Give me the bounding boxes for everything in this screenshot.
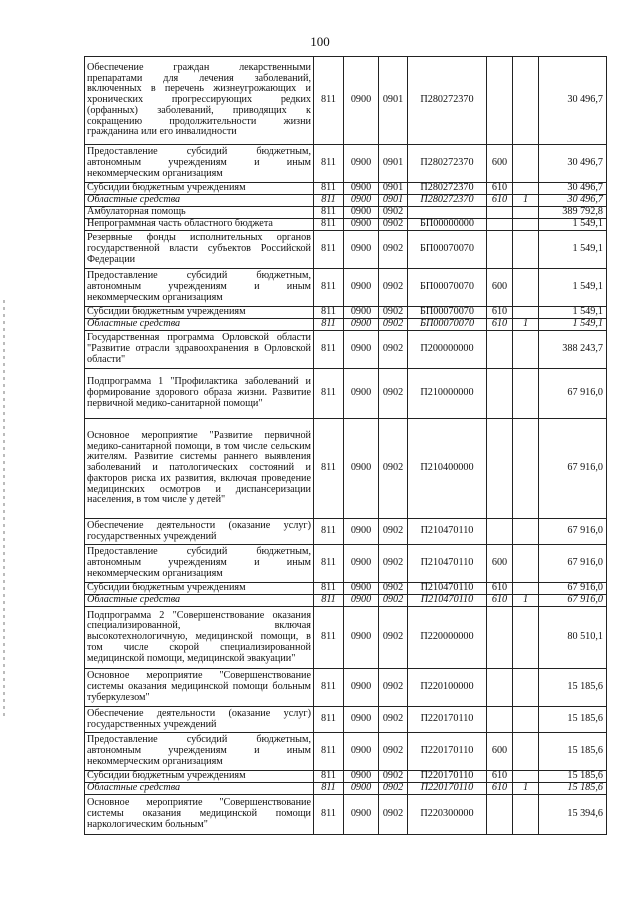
cell-target-article: П220000000 [408, 607, 487, 669]
page-number: 100 [310, 34, 330, 49]
cell-subsection: 0902 [379, 307, 408, 319]
table-row [85, 195, 607, 207]
cell-section: 0900 [344, 545, 379, 583]
cell-name: Подпрограмма 2 "Совершенствование оказания специализированной, включая высокотехнологичную, медицинской помощи, в том числе скорой специализированной медицинской помощи, медицинской эвакуации" [85, 607, 314, 669]
cell-section: 0900 [344, 231, 379, 269]
cell-grbs: 811 [314, 183, 344, 195]
cell-grbs: 811 [314, 607, 344, 669]
cell-funding-source [513, 419, 539, 519]
cell-subsection: 0901 [379, 195, 408, 207]
cell-expense-type: 610 [487, 771, 513, 783]
cell-funding-source [513, 545, 539, 583]
table-row [85, 319, 607, 331]
cell-subsection: 0902 [379, 545, 408, 583]
cell-name: Субсидии бюджетным учреждениям [85, 307, 314, 319]
cell-subsection: 0902 [379, 319, 408, 331]
cell-name: Областные средства [85, 595, 314, 607]
cell-target-article: БП00070070 [408, 319, 487, 331]
cell-funding-source [513, 57, 539, 145]
cell-grbs: 811 [314, 707, 344, 733]
cell-amount: 67 916,0 [539, 369, 607, 419]
cell-funding-source [513, 231, 539, 269]
cell-subsection: 0902 [379, 419, 408, 519]
cell-name: Областные средства [85, 319, 314, 331]
cell-target-article: П280272370 [408, 145, 487, 183]
cell-target-article: П220170110 [408, 771, 487, 783]
cell-funding-source [513, 145, 539, 183]
cell-subsection: 0902 [379, 231, 408, 269]
cell-amount: 67 916,0 [539, 595, 607, 607]
cell-amount: 1 549,1 [539, 219, 607, 231]
cell-subsection: 0902 [379, 795, 408, 835]
table-row [85, 307, 607, 319]
cell-expense-type [487, 669, 513, 707]
cell-subsection: 0901 [379, 57, 408, 145]
cell-grbs: 811 [314, 145, 344, 183]
cell-target-article: П210470110 [408, 545, 487, 583]
cell-grbs: 811 [314, 57, 344, 145]
cell-subsection: 0902 [379, 519, 408, 545]
cell-funding-source: 1 [513, 319, 539, 331]
cell-amount: 15 185,6 [539, 771, 607, 783]
cell-section: 0900 [344, 319, 379, 331]
cell-name: Основное мероприятие "Совершенствование системы оказания медицинской помощи больным туберкулезом" [85, 669, 314, 707]
table-row [85, 57, 607, 145]
cell-name: Обеспечение деятельности (оказание услуг) государственных учреждений [85, 519, 314, 545]
cell-target-article: П210470110 [408, 519, 487, 545]
cell-name: Обеспечение деятельности (оказание услуг) государственных учреждений [85, 707, 314, 733]
table-row [85, 183, 607, 195]
table-row [85, 145, 607, 183]
cell-name: Субсидии бюджетным учреждениям [85, 771, 314, 783]
cell-grbs: 811 [314, 545, 344, 583]
cell-expense-type: 610 [487, 783, 513, 795]
cell-subsection: 0902 [379, 783, 408, 795]
cell-amount: 67 916,0 [539, 419, 607, 519]
cell-subsection: 0902 [379, 733, 408, 771]
cell-amount: 30 496,7 [539, 183, 607, 195]
cell-funding-source: 1 [513, 595, 539, 607]
table-row [85, 545, 607, 583]
cell-section: 0900 [344, 57, 379, 145]
cell-expense-type [487, 219, 513, 231]
cell-expense-type: 600 [487, 269, 513, 307]
table-row [85, 583, 607, 595]
cell-funding-source [513, 583, 539, 595]
cell-funding-source [513, 771, 539, 783]
cell-section: 0900 [344, 369, 379, 419]
table-row [85, 519, 607, 545]
cell-grbs: 811 [314, 269, 344, 307]
cell-subsection: 0902 [379, 219, 408, 231]
cell-name: Предоставление субсидий бюджетным, автономным учреждениям и иным некоммерческим организациям [85, 145, 314, 183]
table-row [85, 783, 607, 795]
cell-grbs: 811 [314, 231, 344, 269]
cell-amount: 15 185,6 [539, 733, 607, 771]
table-row [85, 707, 607, 733]
cell-grbs: 811 [314, 795, 344, 835]
table-row [85, 669, 607, 707]
cell-target-article: БП00070070 [408, 307, 487, 319]
cell-name: Основное мероприятие "Совершенствование системы оказания медицинской помощи наркологическим больным" [85, 795, 314, 835]
cell-grbs: 811 [314, 519, 344, 545]
table-row [85, 219, 607, 231]
cell-section: 0900 [344, 519, 379, 545]
cell-amount: 15 394,6 [539, 795, 607, 835]
cell-funding-source: 1 [513, 195, 539, 207]
cell-name: Государственная программа Орловской области "Развитие отрасли здравоохранения в Орловской области" [85, 331, 314, 369]
cell-grbs: 811 [314, 219, 344, 231]
cell-target-article: П210400000 [408, 419, 487, 519]
cell-subsection: 0902 [379, 771, 408, 783]
budget-table [84, 56, 607, 835]
cell-subsection: 0901 [379, 145, 408, 183]
cell-target-article: П280272370 [408, 183, 487, 195]
cell-section: 0900 [344, 219, 379, 231]
cell-target-article: П220170110 [408, 733, 487, 771]
cell-subsection: 0902 [379, 707, 408, 733]
cell-section: 0900 [344, 771, 379, 783]
table-row [85, 771, 607, 783]
cell-target-article: БП00070070 [408, 231, 487, 269]
cell-amount: 15 185,6 [539, 783, 607, 795]
cell-amount: 30 496,7 [539, 195, 607, 207]
cell-target-article: П220170110 [408, 707, 487, 733]
cell-target-article: П210470110 [408, 583, 487, 595]
cell-target-article: П210000000 [408, 369, 487, 419]
cell-expense-type [487, 369, 513, 419]
table-row [85, 231, 607, 269]
cell-section: 0900 [344, 145, 379, 183]
cell-target-article: П220100000 [408, 669, 487, 707]
cell-grbs: 811 [314, 207, 344, 219]
cell-amount: 67 916,0 [539, 545, 607, 583]
cell-funding-source [513, 519, 539, 545]
cell-funding-source: 1 [513, 783, 539, 795]
cell-expense-type: 610 [487, 183, 513, 195]
cell-amount: 388 243,7 [539, 331, 607, 369]
cell-section: 0900 [344, 783, 379, 795]
cell-amount: 1 549,1 [539, 231, 607, 269]
cell-target-article [408, 207, 487, 219]
cell-subsection: 0902 [379, 595, 408, 607]
cell-subsection: 0902 [379, 331, 408, 369]
cell-expense-type: 610 [487, 595, 513, 607]
cell-section: 0900 [344, 733, 379, 771]
cell-section: 0900 [344, 583, 379, 595]
cell-name: Подпрограмма 1 "Профилактика заболеваний и формирование здорового образа жизни. Развитие первичной медико-санитарной помощи" [85, 369, 314, 419]
cell-expense-type [487, 207, 513, 219]
cell-subsection: 0902 [379, 369, 408, 419]
cell-subsection: 0902 [379, 607, 408, 669]
cell-target-article: П200000000 [408, 331, 487, 369]
table-row [85, 331, 607, 369]
cell-amount: 1 549,1 [539, 307, 607, 319]
cell-expense-type [487, 331, 513, 369]
cell-section: 0900 [344, 607, 379, 669]
cell-amount: 1 549,1 [539, 319, 607, 331]
cell-amount: 30 496,7 [539, 57, 607, 145]
cell-amount: 80 510,1 [539, 607, 607, 669]
cell-expense-type: 600 [487, 545, 513, 583]
cell-expense-type [487, 419, 513, 519]
cell-grbs: 811 [314, 771, 344, 783]
table-row [85, 369, 607, 419]
cell-target-article: П280272370 [408, 57, 487, 145]
cell-grbs: 811 [314, 195, 344, 207]
cell-name: Основное мероприятие "Развитие первичной медико-санитарной помощи, в том числе сельским жителям. Развитие системы раннего выявления заболеваний и патологических состояний и факторов риска их развития, включая проведение медицинских осмотров и диспансеризации населения, в том числе у детей" [85, 419, 314, 519]
cell-target-article: БП00070070 [408, 269, 487, 307]
cell-expense-type: 610 [487, 319, 513, 331]
cell-target-article: БП00000000 [408, 219, 487, 231]
cell-grbs: 811 [314, 733, 344, 771]
cell-funding-source [513, 795, 539, 835]
cell-name: Предоставление субсидий бюджетным, автономным учреждениям и иным некоммерческим организациям [85, 733, 314, 771]
cell-funding-source [513, 669, 539, 707]
cell-expense-type: 600 [487, 733, 513, 771]
table-row [85, 733, 607, 771]
cell-amount: 389 792,8 [539, 207, 607, 219]
cell-expense-type: 610 [487, 195, 513, 207]
cell-funding-source [513, 733, 539, 771]
cell-name: Амбулаторная помощь [85, 207, 314, 219]
cell-name: Субсидии бюджетным учреждениям [85, 183, 314, 195]
table-body [85, 57, 607, 835]
cell-grbs: 811 [314, 307, 344, 319]
cell-amount: 1 549,1 [539, 269, 607, 307]
cell-section: 0900 [344, 595, 379, 607]
cell-funding-source [513, 207, 539, 219]
cell-name: Предоставление субсидий бюджетным, автономным учреждениям и иным некоммерческим организациям [85, 269, 314, 307]
cell-subsection: 0901 [379, 183, 408, 195]
cell-target-article: П280272370 [408, 195, 487, 207]
cell-grbs: 811 [314, 595, 344, 607]
cell-expense-type: 610 [487, 583, 513, 595]
cell-amount: 15 185,6 [539, 669, 607, 707]
cell-expense-type [487, 707, 513, 733]
cell-name: Областные средства [85, 195, 314, 207]
cell-grbs: 811 [314, 319, 344, 331]
cell-grbs: 811 [314, 783, 344, 795]
cell-name: Обеспечение граждан лекарственными препаратами для лечения заболеваний, включенных в перечень жизнеугрожающих и хронических прогрессирующих редких (орфанных) заболеваний, приводящих к сокращению продолжительности жизни гражданина или его инвалидности [85, 57, 314, 145]
cell-section: 0900 [344, 331, 379, 369]
table-row [85, 795, 607, 835]
cell-funding-source [513, 269, 539, 307]
table-row [85, 269, 607, 307]
cell-funding-source [513, 707, 539, 733]
cell-expense-type [487, 607, 513, 669]
cell-grbs: 811 [314, 583, 344, 595]
table-row [85, 207, 607, 219]
cell-funding-source [513, 369, 539, 419]
cell-expense-type [487, 795, 513, 835]
cell-section: 0900 [344, 707, 379, 733]
cell-subsection: 0902 [379, 207, 408, 219]
cell-grbs: 811 [314, 419, 344, 519]
table-row [85, 595, 607, 607]
cell-amount: 30 496,7 [539, 145, 607, 183]
cell-section: 0900 [344, 419, 379, 519]
cell-section: 0900 [344, 183, 379, 195]
cell-name: Непрограммная часть областного бюджета [85, 219, 314, 231]
table-row [85, 607, 607, 669]
cell-funding-source [513, 219, 539, 231]
cell-amount: 67 916,0 [539, 583, 607, 595]
table-row [85, 419, 607, 519]
cell-funding-source [513, 331, 539, 369]
cell-section: 0900 [344, 669, 379, 707]
cell-subsection: 0902 [379, 269, 408, 307]
cell-target-article: П220300000 [408, 795, 487, 835]
cell-amount: 67 916,0 [539, 519, 607, 545]
cell-expense-type [487, 519, 513, 545]
cell-expense-type: 610 [487, 307, 513, 319]
cell-grbs: 811 [314, 331, 344, 369]
cell-funding-source [513, 307, 539, 319]
cell-name: Предоставление субсидий бюджетным, автономным учреждениям и иным некоммерческим организациям [85, 545, 314, 583]
cell-name: Резервные фонды исполнительных органов государственной власти субъектов Российской Федерации [85, 231, 314, 269]
cell-name: Субсидии бюджетным учреждениям [85, 583, 314, 595]
cell-section: 0900 [344, 307, 379, 319]
cell-grbs: 811 [314, 669, 344, 707]
cell-subsection: 0902 [379, 669, 408, 707]
cell-funding-source [513, 607, 539, 669]
cell-amount: 15 185,6 [539, 707, 607, 733]
cell-target-article: П210470110 [408, 595, 487, 607]
cell-target-article: П220170110 [408, 783, 487, 795]
cell-funding-source [513, 183, 539, 195]
cell-grbs: 811 [314, 369, 344, 419]
cell-section: 0900 [344, 269, 379, 307]
cell-name: Областные средства [85, 783, 314, 795]
cell-expense-type [487, 57, 513, 145]
cell-subsection: 0902 [379, 583, 408, 595]
cell-expense-type [487, 231, 513, 269]
cell-section: 0900 [344, 795, 379, 835]
cell-expense-type: 600 [487, 145, 513, 183]
cell-section: 0900 [344, 207, 379, 219]
cell-section: 0900 [344, 195, 379, 207]
scan-edge-mark [3, 300, 5, 720]
